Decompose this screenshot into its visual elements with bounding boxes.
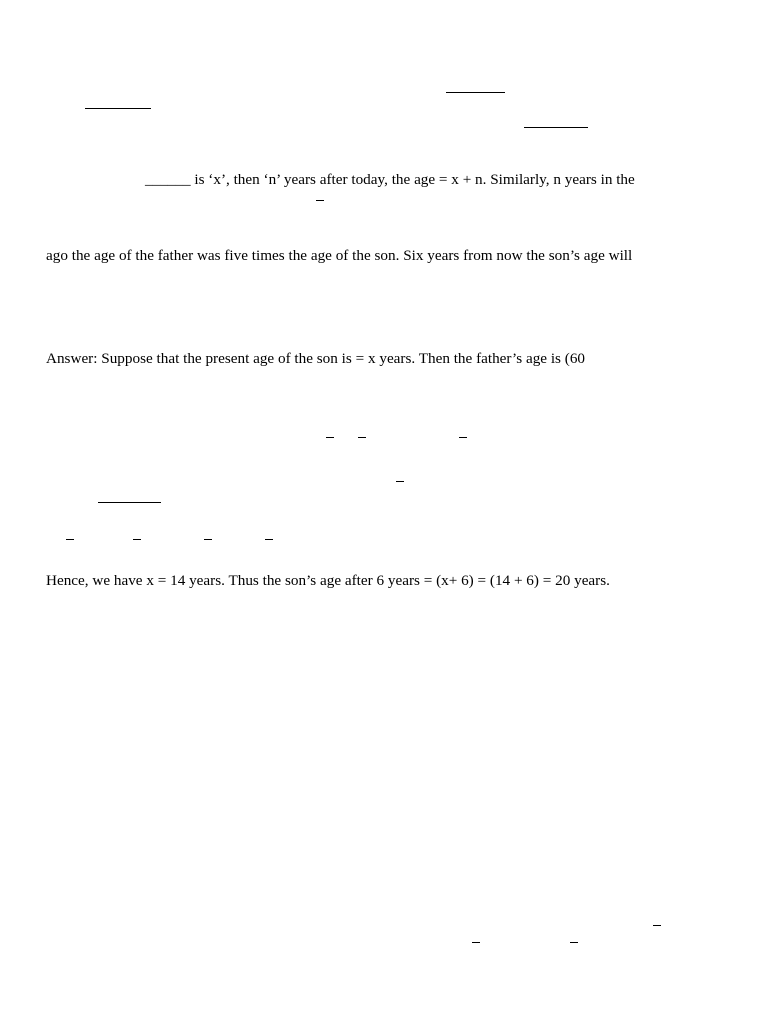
minus-fragment xyxy=(459,437,467,438)
conclusion-text-line: Hence, we have x = 14 years. Thus the son’s age after 6 years = (x+ 6) = (14 + 6) = 20 years. xyxy=(46,572,610,589)
minus-fragment xyxy=(396,481,404,482)
underline-rule xyxy=(98,502,161,503)
minus-fragment xyxy=(133,539,141,540)
minus-fragment xyxy=(66,539,74,540)
underline-rule xyxy=(85,108,151,109)
underline-rule xyxy=(524,127,588,128)
minus-fragment xyxy=(653,925,661,926)
answer-text-line: Answer: Suppose that the present age of the son is = x years. Then the father’s age is (60 xyxy=(46,350,586,367)
minus-fragment xyxy=(265,539,273,540)
problem-text-line: ago the age of the father was five times the age of the son. Six years from now the son’s age will xyxy=(46,247,633,264)
intro-text-line: ______ is ‘x’, then ‘n’ years after today, the age = x + n. Similarly, n years in the xyxy=(145,171,635,188)
minus-fragment xyxy=(472,942,480,943)
minus-fragment xyxy=(326,437,334,438)
minus-fragment xyxy=(316,200,324,201)
minus-fragment xyxy=(570,942,578,943)
minus-fragment xyxy=(358,437,366,438)
underline-rule xyxy=(446,92,505,93)
minus-fragment xyxy=(204,539,212,540)
